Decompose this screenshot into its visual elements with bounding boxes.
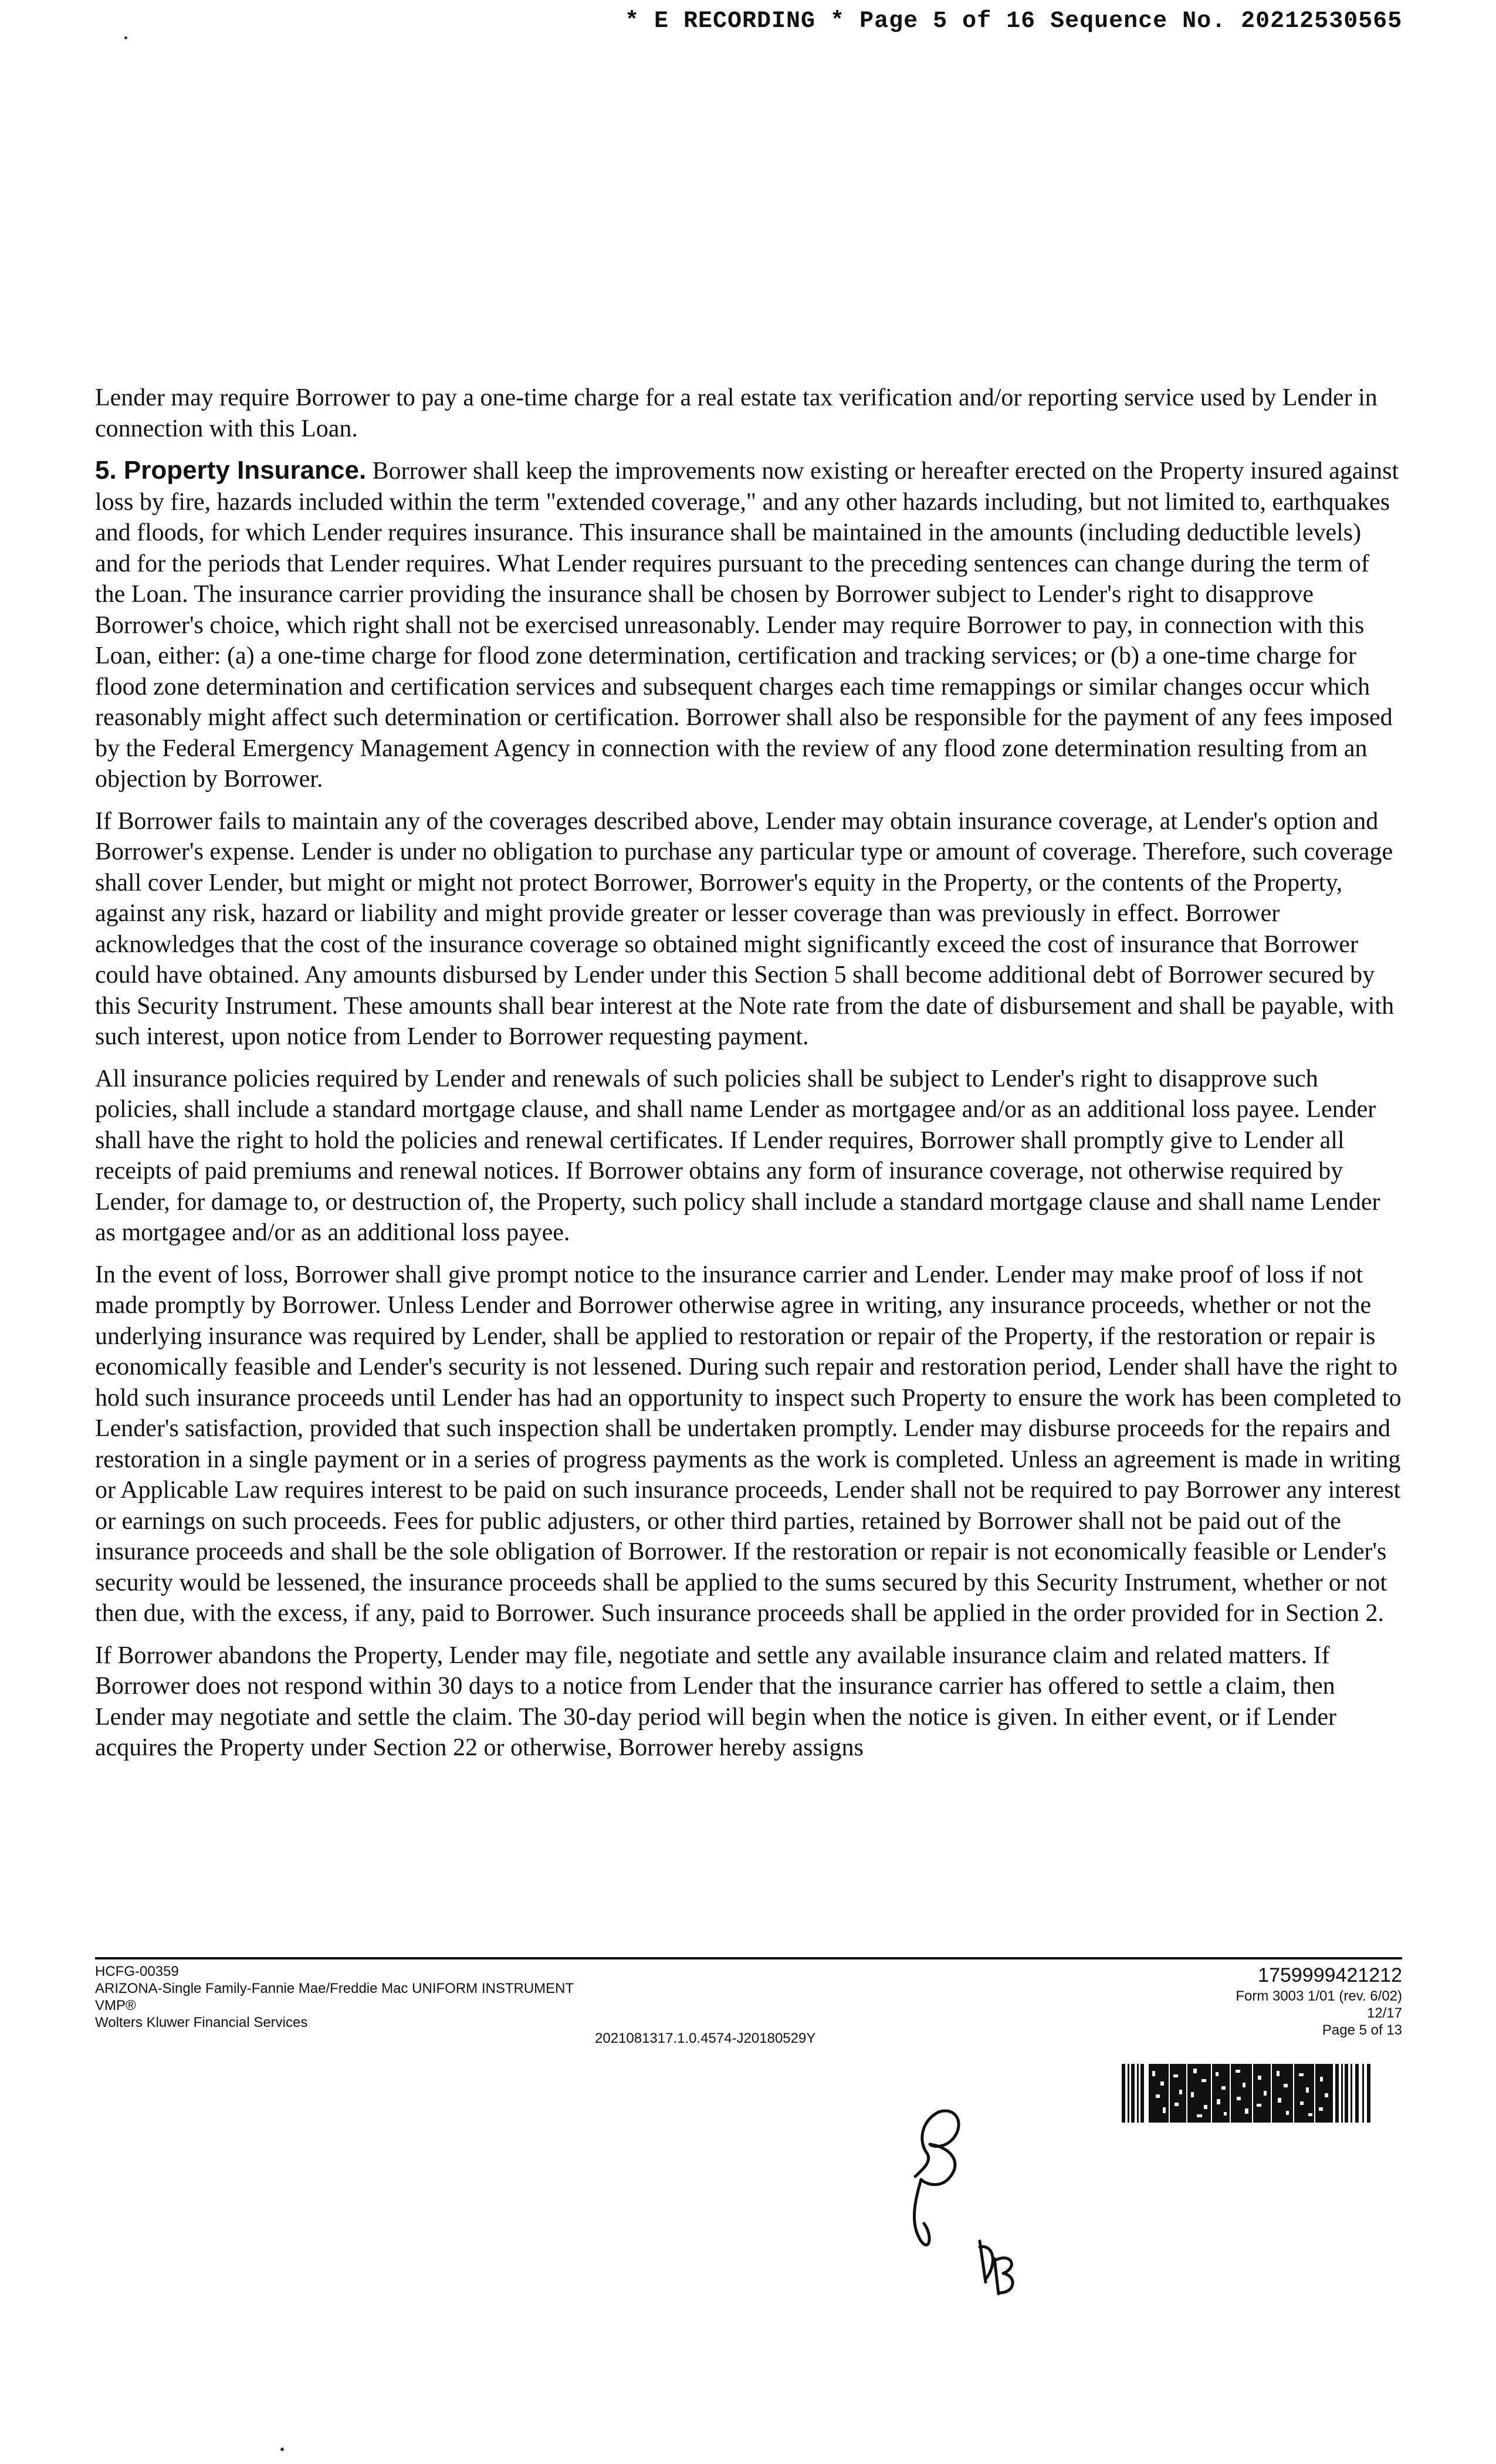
recording-header: * E RECORDING * Page 5 of 16 Sequence No. 20212530565 <box>625 8 1403 35</box>
publisher: Wolters Kluwer Financial Services <box>95 2015 308 2030</box>
barcode <box>1122 2064 1374 2125</box>
form-revision: 12/17 <box>1366 2005 1402 2021</box>
loan-number: 1759999421212 <box>1258 1964 1402 1986</box>
footer-left <box>95 1963 574 2031</box>
section-5-heading: 5. Property Insurance. <box>95 456 367 485</box>
borrower-initials <box>898 2106 1050 2309</box>
abandon-paragraph: If Borrower abandons the Property, Lender may file, negotiate and settle any available insurance claim and related matters. If Borrower does not respond within 30 days to a notice from Lender that the insurance carrier has offered to settle a claim, then Lender may negotiate and settle the claim. The 30-day period will begin when the notice is given. In either event, or if Lender acquires the Property under Section 22 or otherwise, Borrower hereby assigns <box>95 1641 1336 1761</box>
vmp-label: VMP® <box>95 1998 136 2013</box>
policies-paragraph: All insurance policies required by Lender and renewals of such policies shall be subject to Lender's right to disapprove such policies, shall include a standard mortgage clause, and shall name Lender as mortgagee and/or as an additional loss payee. Lender shall have the right to hold the policies and renewal certificates. If Lender requires, Borrower shall promptly give to Lender all receipts of paid premiums and renewal notices. If Borrower obtains any form of insurance coverage, not otherwise required by Lender, for damage to, or destruction of, the Property, such policy shall include a standard mortgage clause and shall name Lender as mortgagee and/or as an additional loss payee. <box>95 1065 1380 1246</box>
footer-rule <box>95 1957 1402 1959</box>
coverage-paragraph: If Borrower fails to maintain any of the coverages described above, Lender may obtain insurance coverage, at Lender's option and Borrower's expense. Lender is under no obligation to purchase any particular type or amount of coverage. Therefore, such coverage shall cover Lender, but might or might not protect Borrower, Borrower's equity in the Property, or the contents of the Property, against any risk, hazard or liability and might provide greater or lesser coverage than was previously in effect. Borrower acknowledges that the cost of the insurance coverage so obtained might significantly exceed the cost of insurance that Borrower could have obtained. Any amounts disbursed by Lender under this Section 5 shall become additional debt of Borrower secured by this Security Instrument. These amounts shall bear interest at the Note rate from the date of disbursement and shall be payable, with such interest, upon notice from Lender to Borrower requesting payment. <box>95 807 1395 1050</box>
document-body <box>95 383 1402 1775</box>
section-5-paragraph <box>95 455 1402 795</box>
section-5-text: Borrower shall keep the improvements now existing or hereafter erected on the Property insured against loss by fire, hazards included within the term "extended coverage," and any other hazards including, but not limited to, earthquakes and floods, for which Lender requires insurance. This insurance shall be maintained in the amounts (including deductible levels) and for the periods that Lender requires. What Lender requires pursuant to the preceding sentences can change during the term of the Loan. The insurance carrier providing the insurance shall be chosen by Borrower subject to Lender's right to disapprove Borrower's choice, which right shall not be exercised unreasonably. Lender may require Borrower to pay, in connection with this Loan, either: (a) a one-time charge for flood zone determination, certification and tracking services; or (b) a one-time charge for flood zone determination and certification services and subsequent charges each time remappings or similar changes occur which reasonably might affect such determination or certification. Borrower shall also be responsible for the payment of any fees imposed by the Federal Emergency Management Agency in connection with the review of any flood zone determination resulting from an objection by Borrower. <box>95 458 1399 793</box>
scan-speck <box>280 2448 284 2451</box>
form-title: ARIZONA-Single Family-Fannie Mae/Freddie Mac UNIFORM INSTRUMENT <box>95 1981 574 1996</box>
footer-right <box>1236 1963 1402 2039</box>
doc-code: HCFG-00359 <box>95 1964 179 1979</box>
build-id: 2021081317.1.0.4574-J20180529Y <box>595 2030 816 2046</box>
scan-speck <box>124 36 127 39</box>
page-number: Page 5 of 13 <box>1322 2022 1402 2038</box>
loss-paragraph: In the event of loss, Borrower shall give prompt notice to the insurance carrier and Lender. Lender may make proof of loss if not made promptly by Borrower. Unless Lender and Borrower otherwise agree in writing, any insurance proceeds, whether or not the underlying insurance was required by Lender, shall be applied to restoration or repair of the Property, if the restoration or repair is economically feasible and Lender's security is not lessened. During such repair and restoration period, Lender shall have the right to hold such insurance proceeds until Lender has had an opportunity to inspect such Property to ensure the work has been completed to Lender's satisfaction, provided that such inspection shall be undertaken promptly. Lender may disburse proceeds for the repairs and restoration in a single payment or in a series of progress payments as the work is completed. Unless an agreement is made in writing or Applicable Law requires interest to be paid on such insurance proceeds, Lender shall not be required to pay Borrower any interest or earnings on such proceeds. Fees for public adjusters, or other third parties, retained by Borrower shall not be paid out of the insurance proceeds and shall be the sole obligation of Borrower. If the restoration or repair is not economically feasible or Lender's security would be lessened, the insurance proceeds shall be applied to the sums secured by this Security Instrument, whether or not then due, with the excess, if any, paid to Borrower. Such insurance proceeds shall be applied in the order provided for in Section 2. <box>95 1261 1402 1627</box>
intro-paragraph: Lender may require Borrower to pay a one-time charge for a real estate tax verification and/or reporting service used by Lender in connection with this Loan. <box>95 384 1377 442</box>
form-number: Form 3003 1/01 (rev. 6/02) <box>1236 1988 1402 2004</box>
